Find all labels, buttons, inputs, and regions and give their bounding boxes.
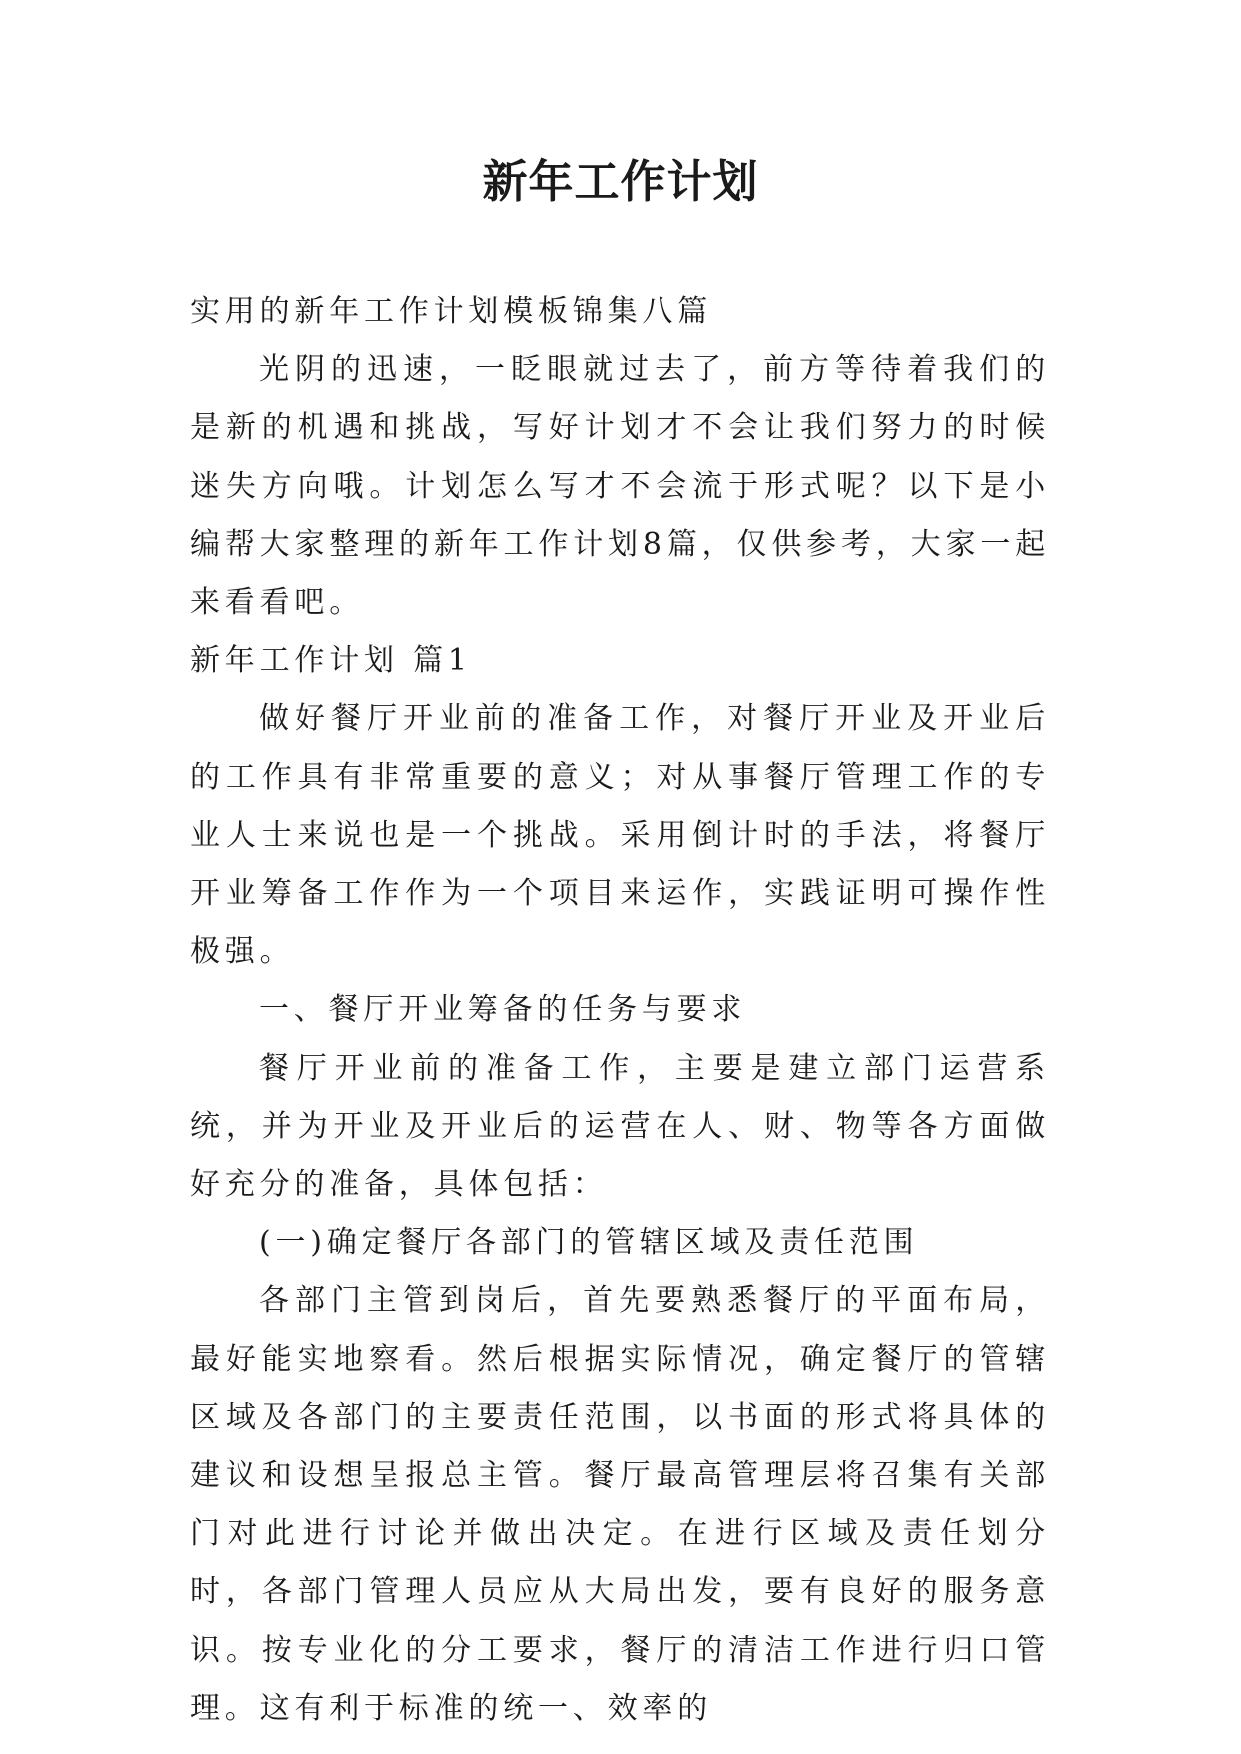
intro-paragraph: 光阴的迅速，一眨眼就过去了，前方等待着我们的是新的机遇和挑战，写好计划才不会让我们努力的时候迷失方向哦。计划怎么写才不会流于形式呢？以下是小编帮大家整理的新年工作计划8篇，仅供参考，大家一起来看看吧。 xyxy=(190,352,1050,621)
body-paragraph: 做好餐厅开业前的准备工作，对餐厅开业及开业后的工作具有非常重要的意义；对从事餐厅管理工作的专业人士来说也是一个挑战。采用倒计时的手法，将餐厅开业筹备工作作为一个项目来运作，实践证明可操作性极强。 xyxy=(190,701,1050,970)
section-heading: 新年工作计划 篇1 xyxy=(190,643,472,679)
list-item-heading: (一)确定餐厅各部门的管辖区域及责任范围 xyxy=(259,1225,919,1261)
subtitle-line: 实用的新年工作计划模板锦集八篇 xyxy=(190,294,712,329)
document-body xyxy=(190,283,1050,1738)
body-paragraph: 各部门主管到岗后，首先要熟悉餐厅的平面布局，最好能实地察看。然后根据实际情况，确定餐厅的管辖区域及各部门的主要责任范围，以书面的形式将具体的建议和设想呈报总主管。餐厅最高管理层将召集有关部门对此进行讨论并做出决定。在进行区域及责任划分时，各部门管理人员应从大局出发，要有良好的服务意识。按专业化的分工要求，餐厅的清洁工作进行归口管理。这有利于标准的统一、效率的 xyxy=(190,1283,1050,1726)
body-paragraph: 餐厅开业前的准备工作，主要是建立部门运营系统，并为开业及开业后的运营在人、财、物等各方面做好充分的准备，具体包括： xyxy=(190,1050,1050,1203)
subsection-heading: 一、餐厅开业筹备的任务与要求 xyxy=(259,992,747,1028)
document-title: 新年工作计划 xyxy=(482,155,759,208)
